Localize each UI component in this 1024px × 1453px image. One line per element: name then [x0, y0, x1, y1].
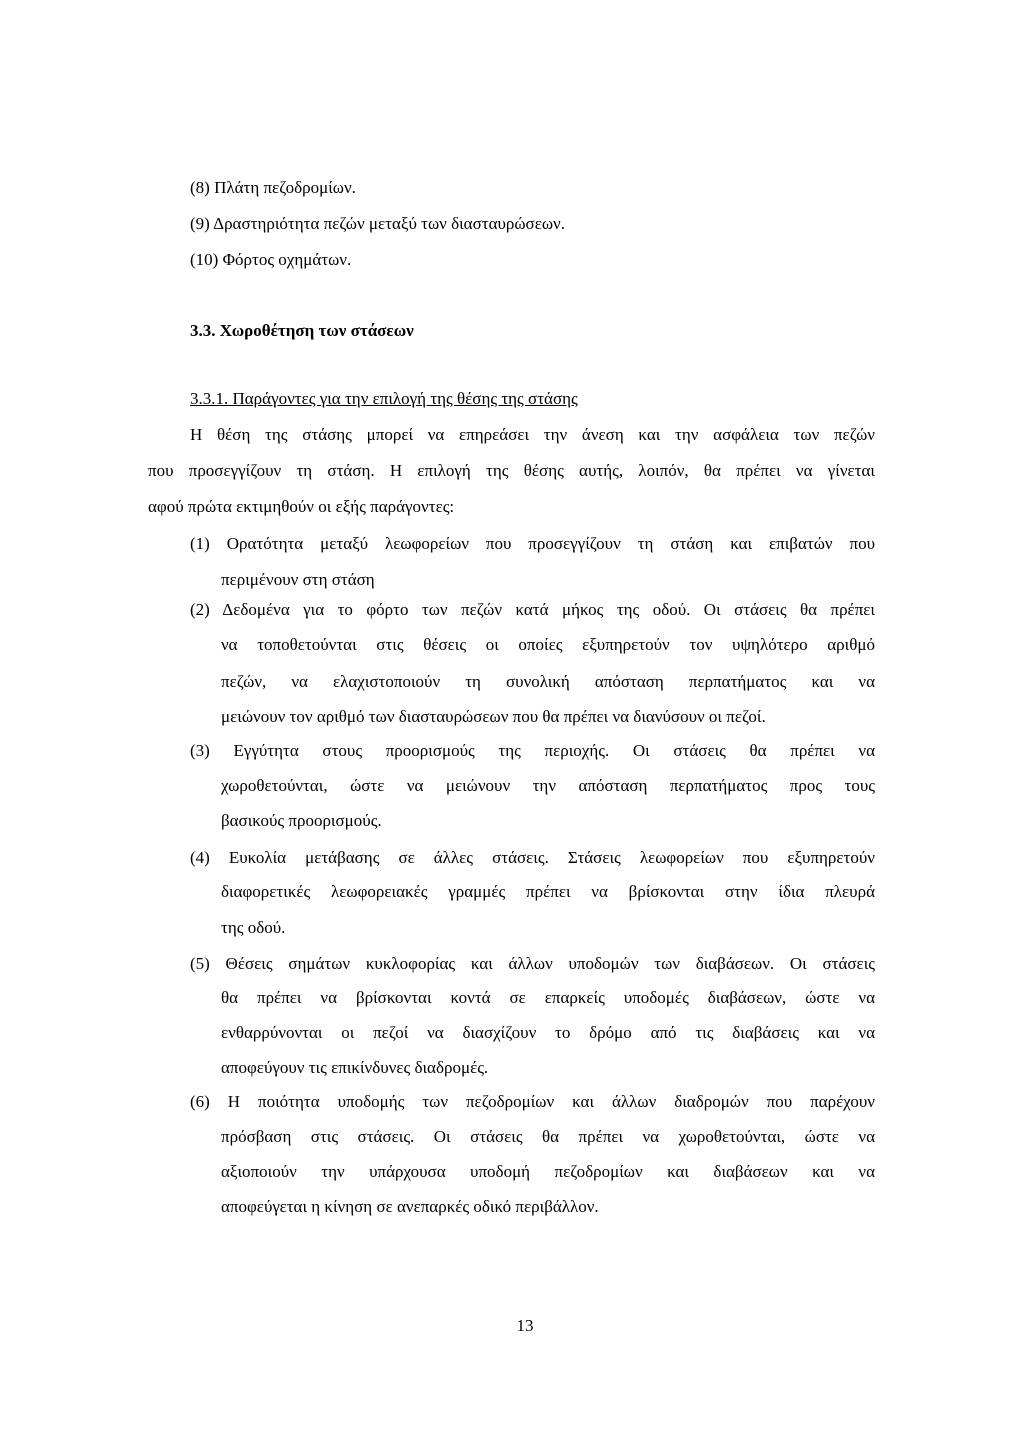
factor-6-first-line: (6) Η ποιότητα υποδομής των πεζοδρομίων και άλλων διαδρομών που παρέχουν: [190, 1092, 875, 1111]
factor-4-line: διαφορετικές λεωφορειακές γραμμές πρέπει να βρίσκονται στην ίδια πλευρά: [221, 882, 875, 901]
factor-2-first-line: (2) Δεδομένα για το φόρτο των πεζών κατά μήκος της οδού. Οι στάσεις θα πρέπει: [190, 600, 875, 619]
factor-6-line: αποφεύγεται η κίνηση σε ανεπαρκές οδικό περιβάλλον.: [221, 1197, 599, 1216]
factor-2-line: μειώνουν τον αριθμό των διασταυρώσεων που θα πρέπει να διανύσουν οι πεζοί.: [221, 707, 766, 726]
intro-line: αφού πρώτα εκτιμηθούν οι εξής παράγοντες:: [148, 497, 455, 516]
factor-1-first-line: (1) Ορατότητα μεταξύ λεωφορείων που προσεγγίζουν τη στάση και επιβατών που: [190, 534, 875, 553]
factor-1-line: περιμένουν στη στάση: [221, 570, 375, 589]
factor-5-line: θα πρέπει να βρίσκονται κοντά σε επαρκείς υποδομές διαβάσεων, ώστε να: [221, 988, 875, 1007]
factor-4-first-line: (4) Ευκολία μετάβασης σε άλλες στάσεις. Στάσεις λεωφορείων που εξυπηρετούν: [190, 848, 875, 867]
factor-5-first-line: (5) Θέσεις σημάτων κυκλοφορίας και άλλων υποδομών των διαβάσεων. Οι στάσεις: [190, 954, 875, 973]
list-item-10: (10) Φόρτος οχημάτων.: [190, 250, 352, 269]
list-item-8: (8) Πλάτη πεζοδρομίων.: [190, 178, 356, 197]
section-heading: 3.3. Χωροθέτηση των στάσεων: [190, 321, 414, 340]
subsection-heading: 3.3.1. Παράγοντες για την επιλογή της θέσης της στάσης: [190, 389, 578, 408]
factor-2-line: να τοποθετούνται στις θέσεις οι οποίες εξυπηρετούν τον υψηλότερο αριθμό: [221, 635, 875, 654]
page-number: 13: [516, 1316, 534, 1335]
list-item-9: (9) Δραστηριότητα πεζών μεταξύ των διασταυρώσεων.: [190, 214, 565, 233]
factor-4-line: της οδού.: [221, 918, 286, 937]
intro-line: που προσεγγίζουν τη στάση. Η επιλογή της θέσης αυτής, λοιπόν, θα πρέπει να γίνεται: [148, 461, 875, 480]
factor-2-line: πεζών, να ελαχιστοποιούν τη συνολική απόσταση περπατήματος και να: [221, 672, 875, 691]
factor-6-line: αξιοποιούν την υπάρχουσα υποδομή πεζοδρομίων και διαβάσεων και να: [221, 1162, 875, 1181]
factor-5-line: ενθαρρύνονται οι πεζοί να διασχίζουν το δρόμο από τις διαβάσεις και να: [221, 1023, 875, 1042]
intro-line: Η θέση της στάσης μπορεί να επηρεάσει την άνεση και την ασφάλεια των πεζών: [190, 425, 875, 444]
factor-3-line: χωροθετούνται, ώστε να μειώνουν την απόσταση περπατήματος προς τους: [221, 776, 875, 795]
factor-6-line: πρόσβαση στις στάσεις. Οι στάσεις θα πρέπει να χωροθετούνται, ώστε να: [221, 1127, 875, 1146]
factor-3-line: βασικούς προορισμούς.: [221, 811, 382, 830]
factor-3-first-line: (3) Εγγύτητα στους προορισμούς της περιοχής. Οι στάσεις θα πρέπει να: [190, 741, 875, 760]
factor-5-line: αποφεύγουν τις επικίνδυνες διαδρομές.: [221, 1058, 489, 1077]
